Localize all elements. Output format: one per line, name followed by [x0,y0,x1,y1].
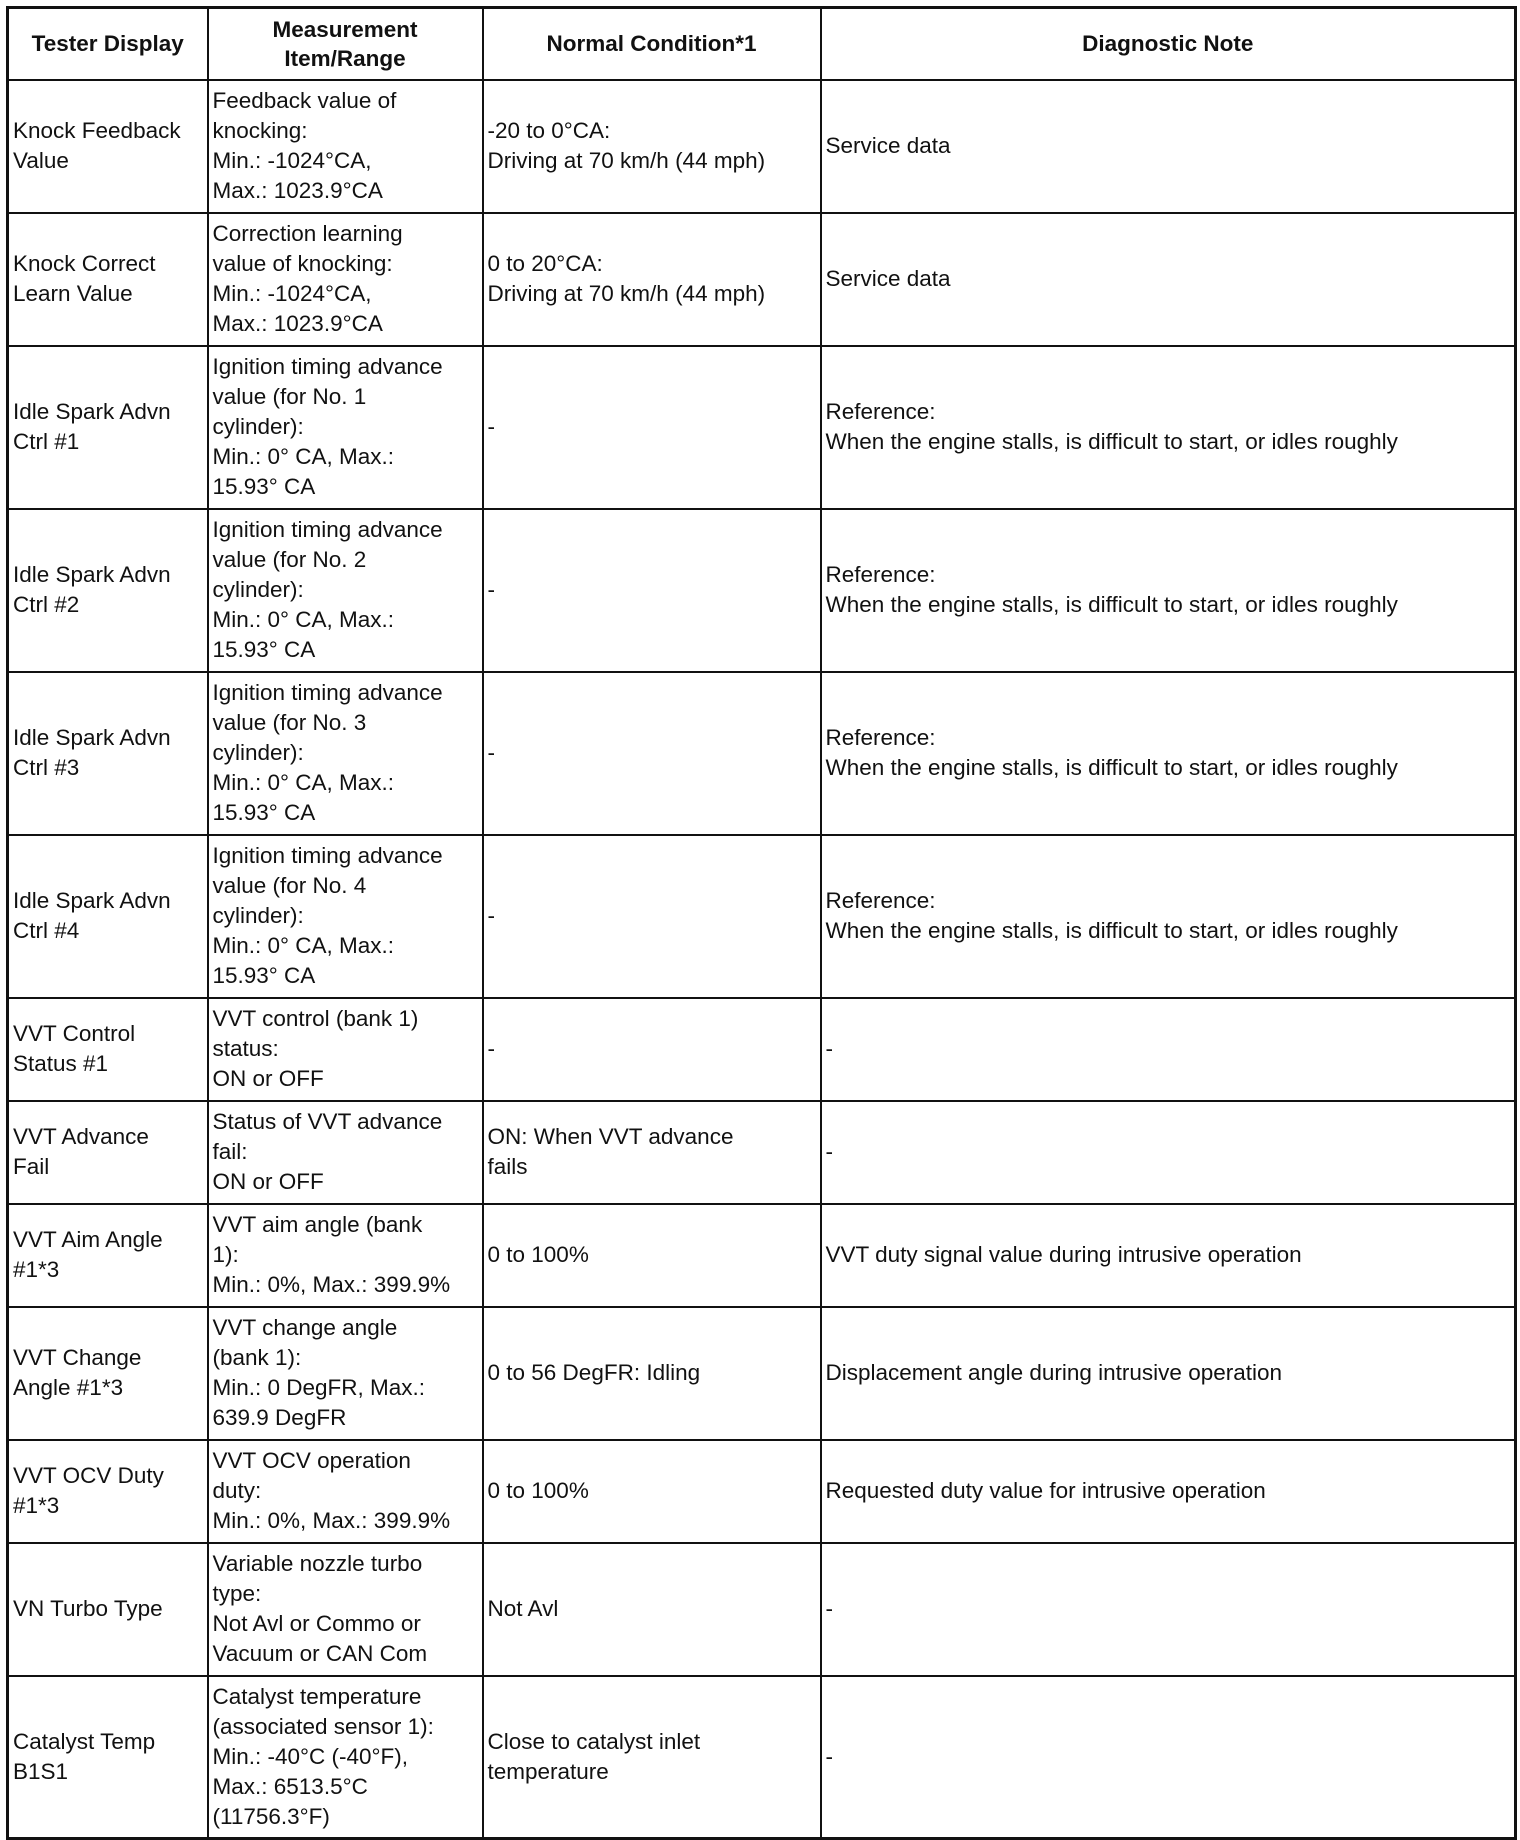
table-row [8,1676,1516,1839]
cell-tester-display: Idle Spark Advn Ctrl #3 [8,672,208,835]
table-row [8,672,1516,835]
cell-normal-condition: 0 to 20°CA: Driving at 70 km/h (44 mph) [483,213,821,346]
cell-measurement-range: VVT aim angle (bank 1): Min.: 0%, Max.: 399.9% [208,1204,483,1307]
cell-diagnostic-note: Reference: When the engine stalls, is difficult to start, or idles roughly [821,346,1516,509]
table-body [8,80,1516,1839]
cell-tester-display: Idle Spark Advn Ctrl #2 [8,509,208,672]
cell-measurement-range: VVT OCV operation duty: Min.: 0%, Max.: 399.9% [208,1440,483,1543]
cell-tester-display: Knock Feedback Value [8,80,208,213]
cell-diagnostic-note: Reference: When the engine stalls, is difficult to start, or idles roughly [821,672,1516,835]
cell-measurement-range: Ignition timing advance value (for No. 4 cylinder): Min.: 0° CA, Max.: 15.93° CA [208,835,483,998]
header-measurement-item-range: Measurement Item/Range [208,8,483,80]
cell-normal-condition: - [483,509,821,672]
cell-normal-condition: Not Avl [483,1543,821,1676]
cell-normal-condition: 0 to 100% [483,1440,821,1543]
header-diagnostic-note: Diagnostic Note [821,8,1516,80]
cell-normal-condition: 0 to 100% [483,1204,821,1307]
cell-tester-display: Catalyst Temp B1S1 [8,1676,208,1839]
cell-measurement-range: Correction learning value of knocking: Min.: -1024°CA, Max.: 1023.9°CA [208,213,483,346]
table-row [8,80,1516,213]
cell-measurement-range: VVT control (bank 1) status: ON or OFF [208,998,483,1101]
table-row [8,998,1516,1101]
cell-normal-condition: - [483,346,821,509]
table-header [8,8,1516,80]
cell-diagnostic-note: Requested duty value for intrusive operation [821,1440,1516,1543]
table-row [8,213,1516,346]
cell-tester-display: Knock Correct Learn Value [8,213,208,346]
cell-measurement-range: Ignition timing advance value (for No. 3 cylinder): Min.: 0° CA, Max.: 15.93° CA [208,672,483,835]
cell-measurement-range: Ignition timing advance value (for No. 1 cylinder): Min.: 0° CA, Max.: 15.93° CA [208,346,483,509]
document-page [6,6,1517,1840]
cell-normal-condition: ON: When VVT advance fails [483,1101,821,1204]
cell-diagnostic-note: Reference: When the engine stalls, is difficult to start, or idles roughly [821,509,1516,672]
table-row [8,1543,1516,1676]
cell-tester-display: Idle Spark Advn Ctrl #4 [8,835,208,998]
header-row [8,8,1516,80]
table-row [8,1440,1516,1543]
cell-tester-display: VN Turbo Type [8,1543,208,1676]
table-row [8,1204,1516,1307]
cell-diagnostic-note: Reference: When the engine stalls, is difficult to start, or idles roughly [821,835,1516,998]
cell-tester-display: Idle Spark Advn Ctrl #1 [8,346,208,509]
cell-normal-condition: - [483,672,821,835]
cell-tester-display: VVT Advance Fail [8,1101,208,1204]
cell-normal-condition: -20 to 0°CA: Driving at 70 km/h (44 mph) [483,80,821,213]
cell-measurement-range: Feedback value of knocking: Min.: -1024°CA, Max.: 1023.9°CA [208,80,483,213]
cell-measurement-range: Variable nozzle turbo type: Not Avl or Commo or Vacuum or CAN Com [208,1543,483,1676]
cell-normal-condition: - [483,998,821,1101]
cell-measurement-range: Ignition timing advance value (for No. 2 cylinder): Min.: 0° CA, Max.: 15.93° CA [208,509,483,672]
table-row [8,835,1516,998]
table-row [8,1101,1516,1204]
cell-diagnostic-note: VVT duty signal value during intrusive operation [821,1204,1516,1307]
table-row [8,346,1516,509]
cell-measurement-range: VVT change angle (bank 1): Min.: 0 DegFR, Max.: 639.9 DegFR [208,1307,483,1440]
cell-normal-condition: 0 to 56 DegFR: Idling [483,1307,821,1440]
cell-tester-display: VVT Aim Angle #1*3 [8,1204,208,1307]
header-tester-display: Tester Display [8,8,208,80]
cell-normal-condition: Close to catalyst inlet temperature [483,1676,821,1839]
cell-tester-display: VVT OCV Duty #1*3 [8,1440,208,1543]
cell-normal-condition: - [483,835,821,998]
cell-measurement-range: Catalyst temperature (associated sensor 1): Min.: -40°C (-40°F), Max.: 6513.5°C (11756.3°F) [208,1676,483,1839]
cell-diagnostic-note: - [821,1676,1516,1839]
cell-measurement-range: Status of VVT advance fail: ON or OFF [208,1101,483,1204]
header-normal-condition: Normal Condition*1 [483,8,821,80]
cell-diagnostic-note: Service data [821,80,1516,213]
cell-diagnostic-note: Service data [821,213,1516,346]
cell-diagnostic-note: - [821,998,1516,1101]
tester-data-table [6,6,1517,1840]
cell-tester-display: VVT Control Status #1 [8,998,208,1101]
table-row [8,509,1516,672]
cell-diagnostic-note: Displacement angle during intrusive operation [821,1307,1516,1440]
cell-tester-display: VVT Change Angle #1*3 [8,1307,208,1440]
cell-diagnostic-note: - [821,1101,1516,1204]
cell-diagnostic-note: - [821,1543,1516,1676]
table-row [8,1307,1516,1440]
